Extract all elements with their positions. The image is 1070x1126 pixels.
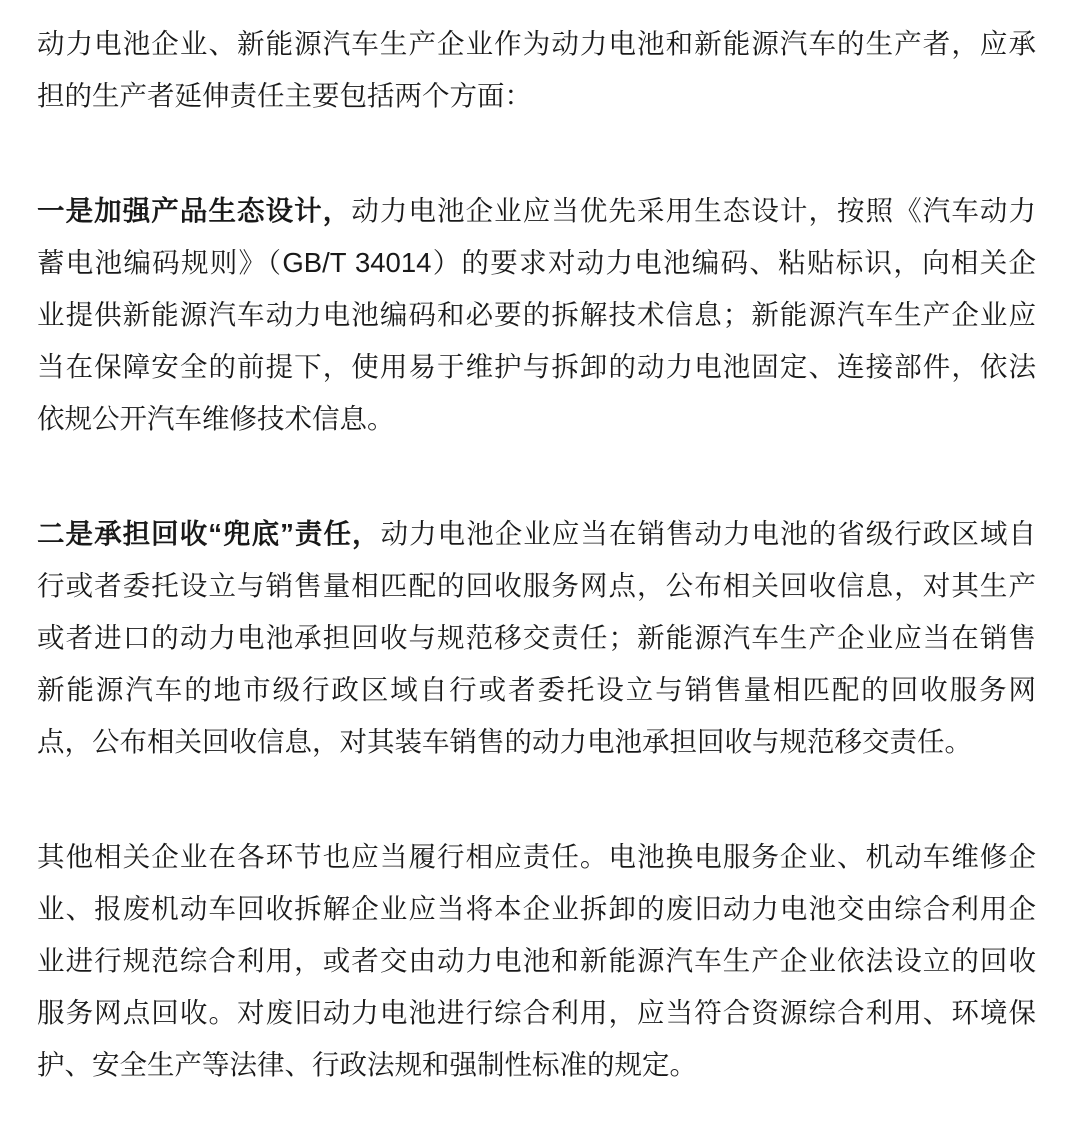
text-line — [37, 393, 1036, 445]
paragraph-other-related-enterprises — [37, 831, 1036, 1091]
body-text: 动力电池企业、新能源汽车生产企业作为动力电池和新能源汽车的生产者，应承 — [37, 28, 1036, 59]
body-text: 业进行规范综合利用，或者交由动力电池和新能源汽车生产企业依法设立的回收 — [37, 945, 1036, 976]
paragraph-intro — [37, 18, 1036, 122]
body-text: 业提供新能源汽车动力电池编码和必要的拆解技术信息；新能源汽车生产企业应 — [37, 299, 1036, 330]
body-text: 依规公开汽车维修技术信息。 — [37, 403, 395, 434]
text-line — [37, 18, 1036, 70]
text-line — [37, 883, 1036, 935]
text-line — [37, 935, 1036, 987]
body-text: 或者进口的动力电池承担回收与规范移交责任；新能源汽车生产企业应当在销售 — [37, 622, 1036, 653]
paragraph-point-one-eco-design — [37, 185, 1036, 445]
text-line — [37, 716, 1036, 768]
text-line — [37, 664, 1036, 716]
bold-lead-text: 二是承担回收“兜底”责任， — [37, 518, 381, 549]
text-line — [37, 831, 1036, 883]
article-body — [37, 18, 1036, 1091]
body-text: 行或者委托设立与销售量相匹配的回收服务网点，公布相关回收信息，对其生产 — [37, 570, 1036, 601]
body-text: 服务网点回收。对废旧动力电池进行综合利用，应当符合资源综合利用、环境保 — [37, 997, 1036, 1028]
text-line — [37, 237, 1036, 289]
body-text: 担的生产者延伸责任主要包括两个方面： — [37, 80, 532, 111]
body-text: 新能源汽车的地市级行政区域自行或者委托设立与销售量相匹配的回收服务网 — [37, 674, 1036, 705]
text-line — [37, 1039, 1036, 1091]
text-line — [37, 70, 1036, 122]
body-text: 动力电池企业应当优先采用生态设计，按照《汽车动力 — [351, 195, 1037, 226]
bold-lead-text: 一是加强产品生态设计， — [37, 195, 352, 226]
body-text: 动力电池企业应当在销售动力电池的省级行政区域自 — [380, 518, 1037, 549]
body-text: 护、安全生产等法律、行政法规和强制性标准的规定。 — [37, 1049, 697, 1080]
body-text: 业、报废机动车回收拆解企业应当将本企业拆卸的废旧动力电池交由综合利用企 — [37, 893, 1036, 924]
body-text: 蓄电池编码规则》（GB/T 34014）的要求对动力电池编码、粘贴标识，向相关企 — [37, 247, 1036, 278]
text-line — [37, 612, 1036, 664]
text-line — [37, 185, 1036, 237]
body-text: 点，公布相关回收信息，对其装车销售的动力电池承担回收与规范移交责任。 — [37, 726, 972, 757]
body-text: 其他相关企业在各环节也应当履行相应责任。电池换电服务企业、机动车维修企 — [37, 841, 1036, 872]
text-line — [37, 987, 1036, 1039]
paragraph-point-two-recycling-backstop — [37, 508, 1036, 768]
text-line — [37, 341, 1036, 393]
text-line — [37, 508, 1036, 560]
text-line — [37, 289, 1036, 341]
text-line — [37, 560, 1036, 612]
body-text: 当在保障安全的前提下，使用易于维护与拆卸的动力电池固定、连接部件，依法 — [37, 351, 1036, 382]
